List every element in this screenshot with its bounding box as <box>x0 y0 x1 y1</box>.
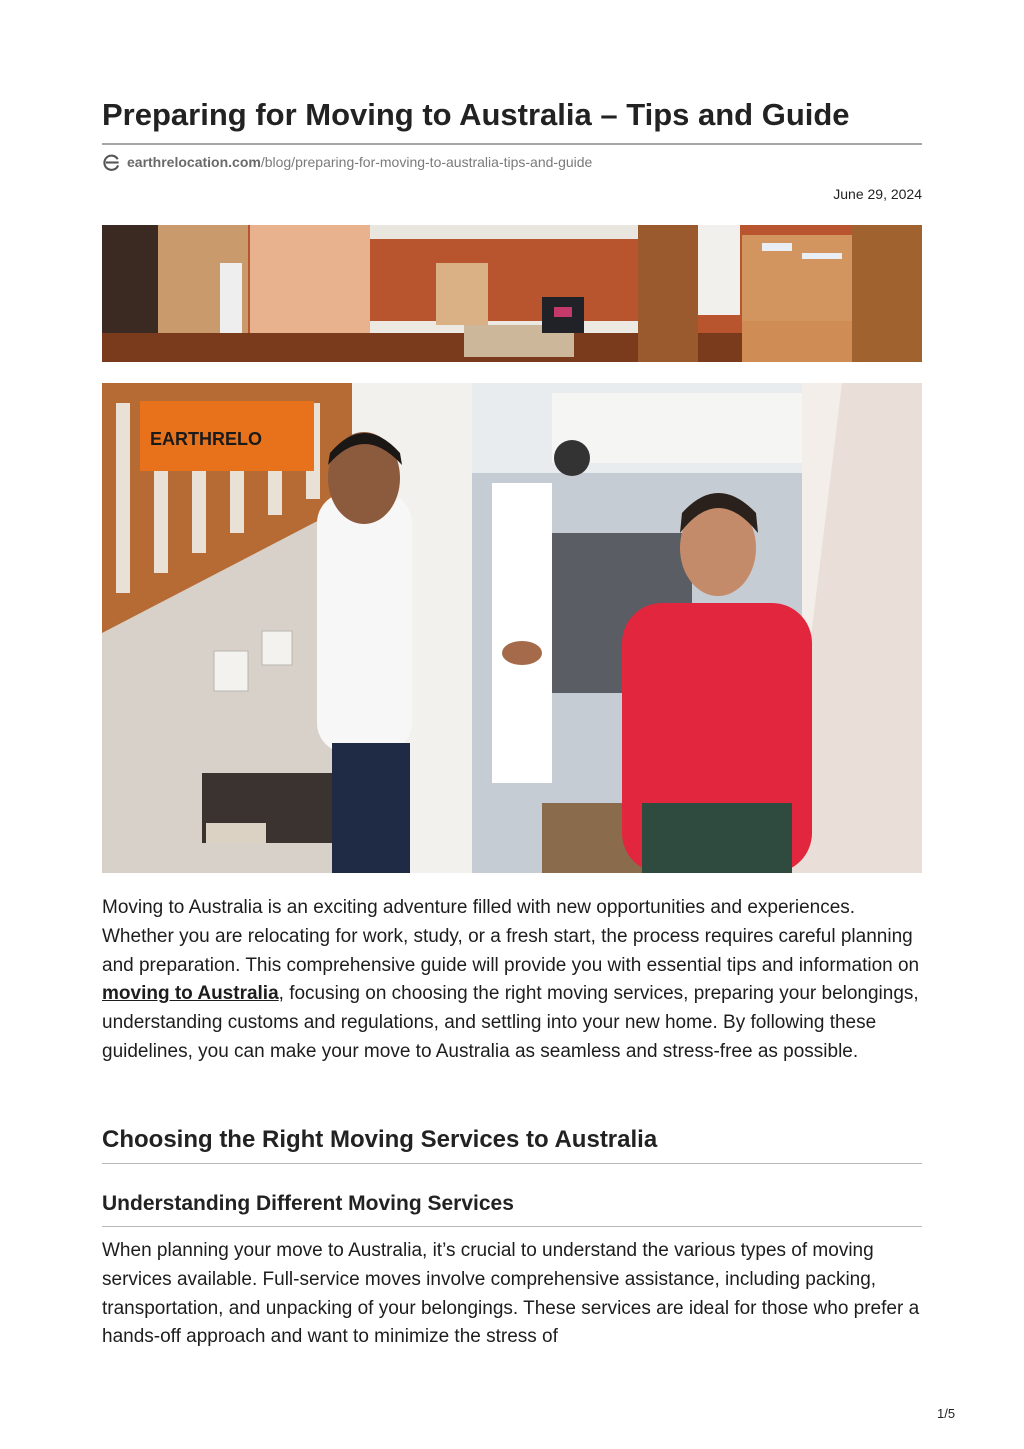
moving-to-australia-link[interactable]: moving to Australia <box>102 983 279 1005</box>
intro-text-start: Moving to Australia is an exciting adventure filled with new opportunities and experiences. Whether you are relocating for work, study, or a fresh start, the process requires careful planning and preparation. This comprehensive guide will provide you with essential tips and information on <box>102 897 920 976</box>
publish-date: June 29, 2024 <box>833 186 922 202</box>
intro-text-end: , focusing on choosing the right moving services, preparing your belongings, understanding customs and regulations, and settling into your new home. By following these guidelines, you can make your move to Australia as seamless and stress-free as possible. <box>102 983 919 1062</box>
page-number: 1/5 <box>937 1406 956 1421</box>
subsection-heading: Understanding Different Moving Services <box>102 1192 514 1215</box>
section-heading: Choosing the Right Moving Services to Australia <box>102 1126 658 1153</box>
intro-paragraph <box>102 894 932 1067</box>
source-url[interactable] <box>102 151 592 173</box>
source-domain: earthrelocation.com <box>127 154 261 170</box>
moving-boxes-photo <box>102 225 922 362</box>
subsection-divider <box>102 1226 922 1227</box>
earth-relocation-logo-icon <box>102 153 121 172</box>
subsection-paragraph: When planning your move to Australia, it’s crucial to understand the various types of moving services available. Full-service moves involve comprehensive assistance, including packing, transportation, and unpacking of your belongings. These services are ideal for those who prefer a hands-off approach and want to minimize the stress of <box>102 1240 920 1348</box>
movers-doorway-photo <box>102 383 922 873</box>
section-divider <box>102 1163 922 1164</box>
title-divider <box>102 143 922 145</box>
sign-text: EARTHRELO <box>150 429 262 449</box>
page-title: Preparing for Moving to Australia – Tips and Guide <box>102 97 850 132</box>
source-path: /blog/preparing-for-moving-to-australia-tips-and-guide <box>260 154 593 170</box>
